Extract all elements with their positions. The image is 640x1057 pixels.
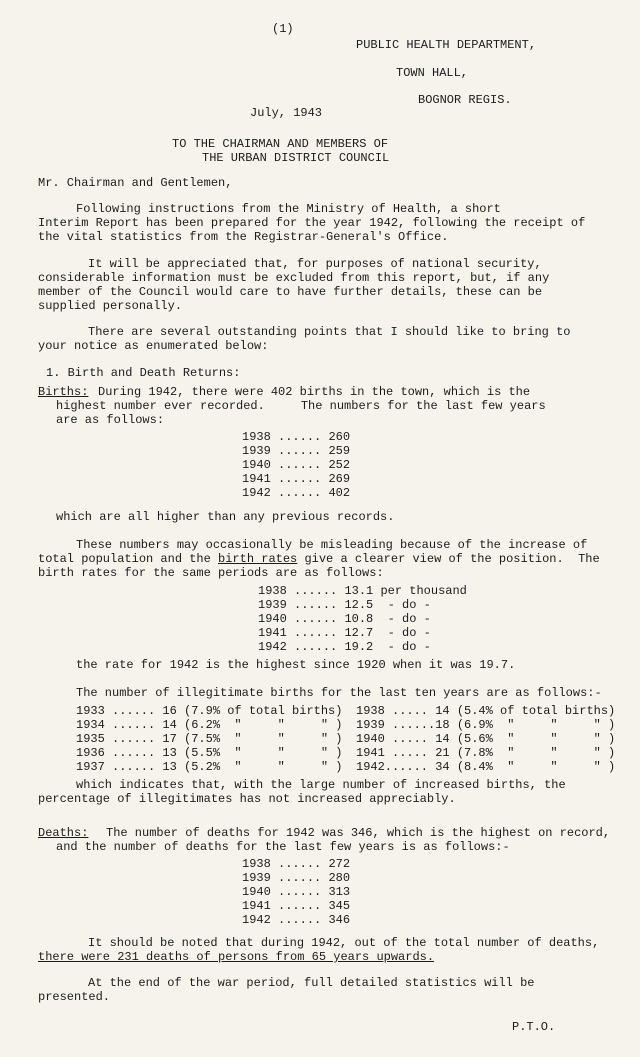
year: 1939 xyxy=(242,871,271,885)
rates-after: the rate for 1942 is the highest since 1920 when it was 19.7. xyxy=(76,658,516,672)
births-label: Births: xyxy=(38,385,89,399)
value: 269 xyxy=(328,472,351,486)
value: 12.5 xyxy=(344,598,374,612)
rates-intro3: birth rates for the same periods are as follows: xyxy=(38,566,384,580)
addressee-line1: TO THE CHAIRMAN AND MEMBERS OF xyxy=(172,137,389,151)
value: 10.8 xyxy=(344,612,374,626)
dots: ...... xyxy=(294,626,338,640)
dots: ...... xyxy=(294,640,338,654)
page-number: (1) xyxy=(272,22,294,36)
para1-line1: Following instructions from the Ministry of Health, a short xyxy=(76,202,501,216)
para3-line1: There are several outstanding points that I should like to bring to xyxy=(88,325,571,339)
illegit-after2: percentage of illegitimates has not increased appreciably. xyxy=(38,792,456,806)
rates-row xyxy=(258,584,467,598)
deaths-row xyxy=(242,899,350,913)
addressee-line2: THE URBAN DISTRICT COUNCIL xyxy=(202,151,390,165)
births-row xyxy=(242,444,350,458)
illegit-row: 1937 ...... 13 (5.2% " " " ) xyxy=(76,760,343,774)
illegit-row: 1940 ..... 14 (5.6% " " " ) xyxy=(356,732,616,746)
pto: P.T.O. xyxy=(512,1020,556,1034)
year: 1940 xyxy=(258,612,287,626)
births-row xyxy=(242,430,350,444)
value: 402 xyxy=(328,486,351,500)
deaths-text2: and the number of deaths for the last few years is as follows:- xyxy=(56,840,510,854)
deaths-row xyxy=(242,857,350,871)
dots: ...... xyxy=(278,871,322,885)
dots: ...... xyxy=(278,885,322,899)
deaths-row xyxy=(242,913,350,927)
illegit-row: 1939 ......18 (6.9% " " " ) xyxy=(356,718,616,732)
rates-row xyxy=(258,598,431,612)
rates-row xyxy=(258,612,431,626)
para3-line2: your notice as enumerated below: xyxy=(38,339,269,353)
para2-line1: It will be appreciated that, for purposes of national security, xyxy=(88,257,542,271)
year: 1942 xyxy=(242,913,271,927)
value: 272 xyxy=(328,857,351,871)
births-row xyxy=(242,486,350,500)
births-row xyxy=(242,472,350,486)
para2-line2: considerable information must be excluded from this report, but, if any xyxy=(38,271,550,285)
dots: ...... xyxy=(294,584,338,598)
note: - do - xyxy=(387,640,431,654)
illegit-intro: The number of illegitimate births for the last ten years are as follows:- xyxy=(76,686,602,700)
rates-intro2-c: give a clearer view of the position. The xyxy=(297,552,600,566)
illegit-row: 1935 ...... 17 (7.5% " " " ) xyxy=(76,732,343,746)
year: 1942 xyxy=(258,640,287,654)
para2-line3: member of the Council would care to have further details, these can be xyxy=(38,285,543,299)
note: - do - xyxy=(387,626,431,640)
births-text2: highest number ever recorded. The numbers for the last few years xyxy=(56,399,546,413)
closing-line2: presented. xyxy=(38,990,111,1004)
header-town: BOGNOR REGIS. xyxy=(418,93,512,107)
note: - do - xyxy=(387,612,431,626)
year: 1941 xyxy=(242,472,271,486)
births-after: which are all higher than any previous records. xyxy=(56,510,395,524)
para2-line4: supplied personally. xyxy=(38,299,183,313)
value: 280 xyxy=(328,871,351,885)
value: 260 xyxy=(328,430,351,444)
dots: ...... xyxy=(278,899,322,913)
illegit-row: 1934 ...... 14 (6.2% " " " ) xyxy=(76,718,343,732)
value: 13.1 xyxy=(344,584,374,598)
dots: ...... xyxy=(278,486,322,500)
illegit-row: 1941 ..... 21 (7.8% " " " ) xyxy=(356,746,616,760)
value: 259 xyxy=(328,444,351,458)
deaths-label: Deaths: xyxy=(38,826,89,840)
illegit-row: 1938 ..... 14 (5.4% of total births) xyxy=(356,704,616,718)
year: 1940 xyxy=(242,885,271,899)
value: 313 xyxy=(328,885,351,899)
value: 12.7 xyxy=(344,626,374,640)
salutation: Mr. Chairman and Gentlemen, xyxy=(38,176,233,190)
rates-intro2-a: total population and the xyxy=(38,552,219,566)
rates-intro2 xyxy=(38,552,600,566)
births-text3: are as follows: xyxy=(56,413,165,427)
dots: ...... xyxy=(278,430,322,444)
header-date: July, 1943 xyxy=(250,106,323,120)
dots: ...... xyxy=(278,458,322,472)
note: per thousand xyxy=(380,584,467,598)
year: 1938 xyxy=(242,430,271,444)
rates-intro2-underlined: birth rates xyxy=(218,552,298,566)
para1-line2: Interim Report has been prepared for the year 1942, following the receipt of xyxy=(38,216,586,230)
deaths-row xyxy=(242,871,350,885)
illegit-row: 1933 ...... 16 (7.9% of total births) xyxy=(76,704,343,718)
dots: ...... xyxy=(278,444,322,458)
dots: ...... xyxy=(278,913,322,927)
dots: ...... xyxy=(278,857,322,871)
births-text1: During 1942, there were 402 births in the town, which is the xyxy=(98,385,531,399)
births-row xyxy=(242,458,350,472)
deaths-note2: there were 231 deaths of persons from 65 years upwards. xyxy=(38,950,435,964)
year: 1940 xyxy=(242,458,271,472)
rates-row xyxy=(258,640,431,654)
illegit-row: 1936 ...... 13 (5.5% " " " ) xyxy=(76,746,343,760)
rates-row xyxy=(258,626,431,640)
year: 1939 xyxy=(258,598,287,612)
dots: ...... xyxy=(294,598,338,612)
value: 252 xyxy=(328,458,351,472)
para1-line3: the vital statistics from the Registrar-General's Office. xyxy=(38,230,449,244)
value: 346 xyxy=(328,913,351,927)
year: 1942 xyxy=(242,486,271,500)
rates-intro1: These numbers may occasionally be misleading because of the increase of xyxy=(76,538,588,552)
value: 345 xyxy=(328,899,351,913)
year: 1939 xyxy=(242,444,271,458)
deaths-row xyxy=(242,885,350,899)
year: 1941 xyxy=(258,626,287,640)
header-department: PUBLIC HEALTH DEPARTMENT, xyxy=(356,38,537,52)
dots: ...... xyxy=(294,612,338,626)
deaths-text1: The number of deaths for 1942 was 346, which is the highest on record, xyxy=(106,826,611,840)
illegit-after1: which indicates that, with the large number of increased births, the xyxy=(76,778,566,792)
note: - do - xyxy=(387,598,431,612)
header-hall: TOWN HALL, xyxy=(396,66,469,80)
closing-line1: At the end of the war period, full detailed statistics will be xyxy=(88,976,535,990)
year: 1941 xyxy=(242,899,271,913)
year: 1938 xyxy=(242,857,271,871)
value: 19.2 xyxy=(344,640,374,654)
illegit-row: 1942...... 34 (8.4% " " " ) xyxy=(356,760,616,774)
deaths-note1: It should be noted that during 1942, out of the total number of deaths, xyxy=(88,936,600,950)
dots: ...... xyxy=(278,472,322,486)
year: 1938 xyxy=(258,584,287,598)
section-heading: 1. Birth and Death Returns: xyxy=(46,366,241,380)
